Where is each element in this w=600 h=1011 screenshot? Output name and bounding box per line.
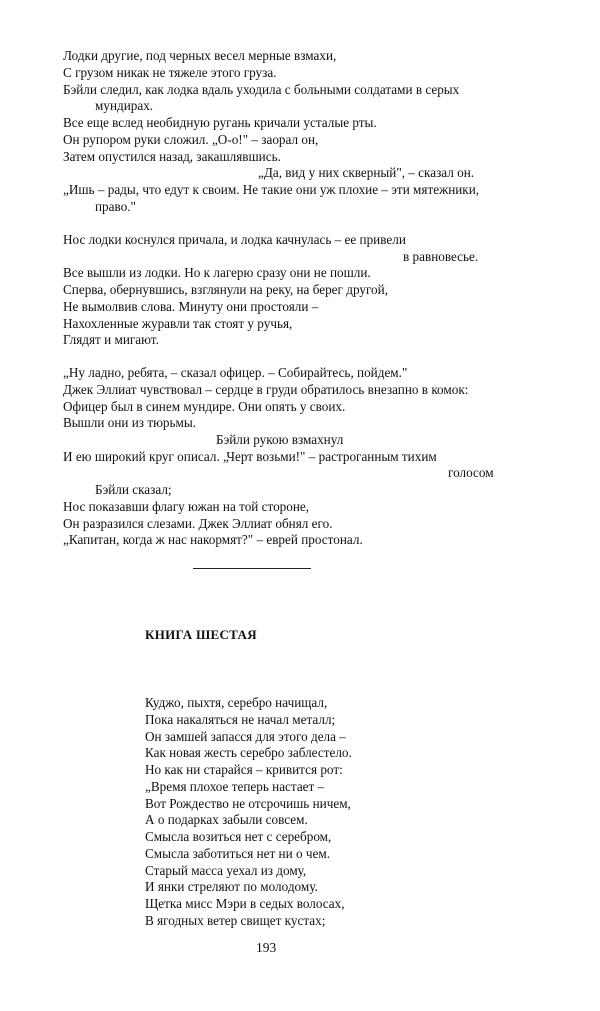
text-line: С грузом никак не тяжеле этого груза. <box>63 65 277 80</box>
text-line: Нос лодки коснулся причала, и лодка качнулась – ее привели <box>63 232 406 247</box>
text-line: „Капитан, когда ж нас накормят?" – еврей простонал. <box>63 532 363 547</box>
poem-line: И янки стреляют по молодому. <box>145 879 318 894</box>
text-line: Нос показавши флагу южан на той стороне, <box>63 499 310 514</box>
poem-line: А о подарках забыли совсем. <box>145 812 308 827</box>
poem-line: Он замшей запасся для этого дела – <box>145 729 346 744</box>
poem-line: Смысла возиться нет с серебром, <box>145 829 332 844</box>
text-line: Он разразился слезами. Джек Эллиат обнял его. <box>63 516 333 531</box>
page-number: 193 <box>256 940 277 955</box>
poem-line: Пока накаляться не начал металл; <box>145 712 336 727</box>
text-line: И ею широкий круг описал. „Черт возьми!" – растроганным тихим <box>63 449 437 464</box>
text-line: Офицер был в синем мундире. Они опять у своих. <box>63 399 346 414</box>
text-line: Джек Эллиат чувствовал – сердце в груди обратилось внезапно в комок: <box>63 382 469 397</box>
text-line: Лодки другие, под черных весел мерные взмахи, <box>63 48 337 63</box>
text-line: в равновесье. <box>403 249 479 264</box>
chapter-heading: КНИГА ШЕСТАЯ <box>145 627 257 642</box>
poem-line: Как новая жесть серебро заблестело. <box>145 745 352 760</box>
text-line: право." <box>95 199 136 214</box>
text-line: Затем опустился назад, закашлявшись. <box>63 149 281 164</box>
text-line: Он рупором руки сложил. „О-о!" – заорал он, <box>63 132 319 147</box>
text-line: Все еще вслед необидную ругань кричали усталые рты. <box>63 115 377 130</box>
text-line: Бэйли сказал; <box>95 482 172 497</box>
poem-line: Но как ни старайся – кривится рот: <box>145 762 343 777</box>
text-line: мундирах. <box>95 98 154 113</box>
poem-line: „Время плохое теперь настает – <box>145 779 325 794</box>
text-line: Не вымолвив слова. Минуту они простояли – <box>63 299 319 314</box>
text-line: „Ишь – рады, что едут к своим. Не такие они уж плохие – эти мятежники, <box>63 182 480 197</box>
text-line: Сперва, обернувшись, взглянули на реку, на берег другой, <box>63 282 388 297</box>
text-line: Все вышли из лодки. Но к лагерю сразу они не пошли. <box>63 265 371 280</box>
poem-line: Вот Рождество не отсрочишь ничем, <box>145 796 351 811</box>
poem-line: Куджо, пыхтя, серебро начищал, <box>145 695 328 710</box>
text-line: голосом <box>448 465 494 480</box>
text-line: Глядят и мигают. <box>63 332 159 347</box>
section-divider <box>193 568 311 569</box>
text-line: Нахохленные журавли так стоят у ручья, <box>63 316 293 331</box>
text-line: „Да, вид у них скверный", – сказал он. <box>258 165 475 180</box>
poem-line: Щетка мисс Мэри в седых волосах, <box>145 896 345 911</box>
poem-line: Смысла заботиться нет ни о чем. <box>145 846 330 861</box>
text-line: Вышли они из тюрьмы. <box>63 415 197 430</box>
poem-line: В ягодных ветер свищет кустах; <box>145 913 326 928</box>
text-line: „Ну ладно, ребята, – сказал офицер. – Собирайтесь, пойдем." <box>63 365 408 380</box>
text-line: Бэйли следил, как лодка вдаль уходила с больными солдатами в серых <box>63 82 460 97</box>
poem-line: Старый масса уехал из дому, <box>145 863 307 878</box>
text-line: Бэйли рукою взмахнул <box>216 432 344 447</box>
